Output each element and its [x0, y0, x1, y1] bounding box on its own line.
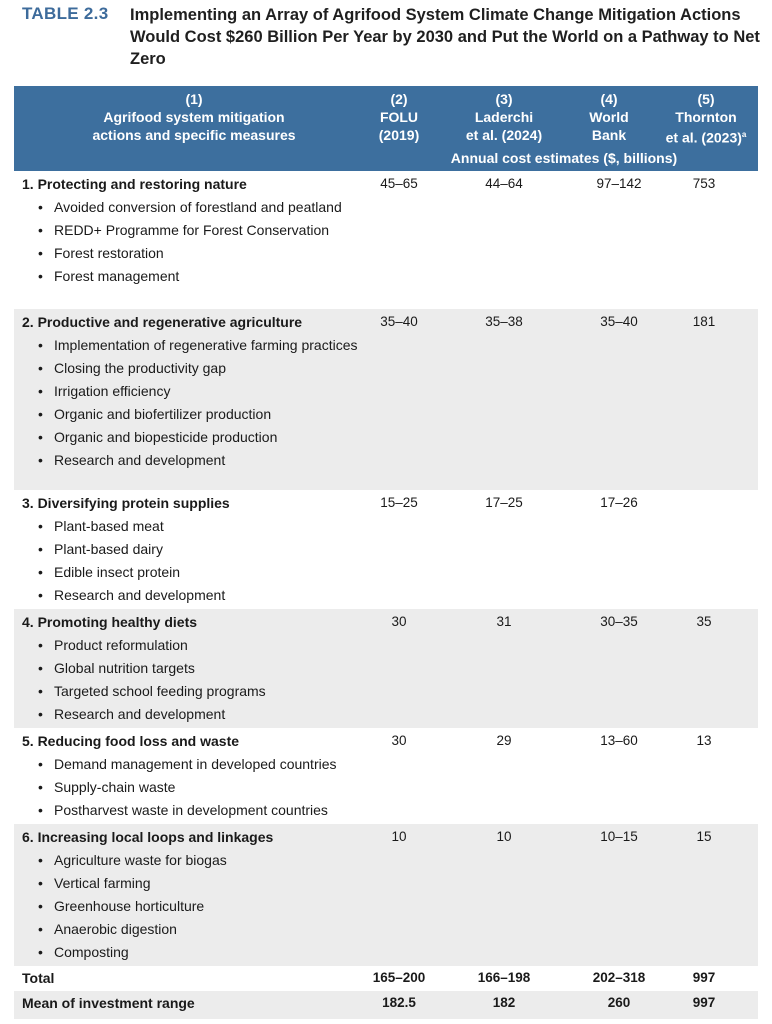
value-folu: 45–65: [380, 176, 418, 191]
header-col-thornton: (5) Thornton et al. $(2023)^a$: [665, 91, 747, 146]
value-folu: 15–25: [380, 495, 418, 510]
total-thornton: 997: [692, 970, 716, 985]
value-laderchi: 44–64: [485, 176, 523, 191]
measure-list: [36, 336, 366, 474]
section-title: 3. Diversifying protein supplies: [22, 495, 230, 511]
value-thornton: 15: [696, 829, 712, 844]
list-item: • Product reformulation: [36, 636, 366, 654]
measure-list: [36, 851, 366, 966]
list-item: • Plant-based meat: [36, 517, 366, 535]
header-col-measures: (1) Agrifood system mitigation actions and specific measures: [92, 91, 296, 143]
table-number: TABLE 2.3: [22, 4, 109, 23]
value-world-bank: 17–26: [600, 495, 638, 510]
value-folu: 35–40: [380, 314, 418, 329]
value-folu: 30: [391, 733, 407, 748]
table-header: [14, 86, 758, 171]
value-laderchi: 35–38: [485, 314, 523, 329]
mean-world-bank: 260: [607, 995, 631, 1010]
measure-list: [36, 517, 366, 609]
list-item: • Targeted school feeding programs: [36, 682, 366, 700]
value-world-bank: 97–142: [596, 176, 642, 191]
measure-list: [36, 755, 366, 824]
value-thornton: 35: [696, 614, 712, 629]
measure-list: [36, 198, 366, 290]
header-subheader: Annual cost estimates ($, billions): [450, 150, 678, 166]
value-thornton: 181: [692, 314, 716, 329]
list-item: • Avoided conversion of forestland and peatland: [36, 198, 366, 216]
list-item: • Postharvest waste in development countries: [36, 801, 366, 819]
value-folu: 10: [391, 829, 407, 844]
section-title: 2. Productive and regenerative agriculture: [22, 314, 303, 330]
mean-laderchi: 182: [492, 995, 516, 1010]
value-world-bank: 35–40: [600, 314, 638, 329]
list-item: • Supply-chain waste: [36, 778, 366, 796]
value-laderchi: 29: [496, 733, 512, 748]
list-item: • Forest restoration: [36, 244, 366, 262]
total-label: Total: [22, 970, 55, 986]
section-protecting-nature: [14, 171, 758, 309]
list-item: • Research and development: [36, 705, 366, 723]
value-laderchi: 17–25: [485, 495, 523, 510]
value-thornton: 13: [696, 733, 712, 748]
value-folu: 30: [391, 614, 407, 629]
value-laderchi: 10: [496, 829, 512, 844]
header-col-folu: (2) FOLU (2019): [378, 91, 420, 143]
list-item: • Demand management in developed countries: [36, 755, 366, 773]
section-regenerative-agriculture: [14, 309, 758, 490]
total-world-bank: 202–318: [592, 970, 646, 985]
total-folu: 165–200: [372, 970, 426, 985]
list-item: • Forest management: [36, 267, 366, 285]
value-laderchi: 31: [496, 614, 512, 629]
list-item: • Implementation of regenerative farming practices: [36, 336, 366, 354]
table-caption: Implementing an Array of Agrifood System Climate Change Mitigation Actions Would Cost $260 Billion Per Year by 2030 and Put the World on a Pathway to Net Zero: [130, 6, 760, 68]
list-item: • Greenhouse horticulture: [36, 897, 366, 915]
list-item: • Anaerobic digestion: [36, 920, 366, 938]
list-item: • Irrigation efficiency: [36, 382, 366, 400]
list-item: • Research and development: [36, 586, 366, 604]
mean-thornton: 997: [692, 995, 716, 1010]
mean-label: Mean of investment range: [22, 995, 195, 1011]
value-world-bank: 13–60: [600, 733, 638, 748]
section-healthy-diets: [14, 609, 758, 728]
list-item: • Edible insect protein: [36, 563, 366, 581]
footnote-marker: a: [741, 130, 747, 139]
header-col-laderchi: (3) Laderchi et al. (2024): [465, 91, 543, 143]
total-laderchi: 166–198: [477, 970, 531, 985]
section-protein-supplies: [14, 490, 758, 609]
section-title: 4. Promoting healthy diets: [22, 614, 198, 630]
section-title: 5. Reducing food loss and waste: [22, 733, 240, 749]
list-item: • REDD+ Programme for Forest Conservation: [36, 221, 366, 239]
list-item: • Plant-based dairy: [36, 540, 366, 558]
value-world-bank: 30–35: [600, 614, 638, 629]
measure-list: [36, 636, 366, 728]
section-title: 6. Increasing local loops and linkages: [22, 829, 274, 845]
list-item: • Organic and biofertilizer production: [36, 405, 366, 423]
section-food-loss: [14, 728, 758, 824]
section-local-loops: [14, 824, 758, 966]
list-item: • Organic and biopesticide production: [36, 428, 366, 446]
total-row: [14, 966, 758, 991]
list-item: • Agriculture waste for biogas: [36, 851, 366, 869]
value-world-bank: 10–15: [600, 829, 638, 844]
list-item: • Research and development: [36, 451, 366, 469]
list-item: • Vertical farming: [36, 874, 366, 892]
header-col-world-bank: (4) World Bank: [589, 91, 629, 143]
list-item: • Closing the productivity gap: [36, 359, 366, 377]
mean-folu: 182.5: [382, 995, 416, 1010]
mean-row: [14, 991, 758, 1019]
list-item: • Global nutrition targets: [36, 659, 366, 677]
list-item: • Composting: [36, 943, 366, 961]
value-thornton: 753: [692, 176, 716, 191]
section-title: 1. Protecting and restoring nature: [22, 176, 247, 192]
